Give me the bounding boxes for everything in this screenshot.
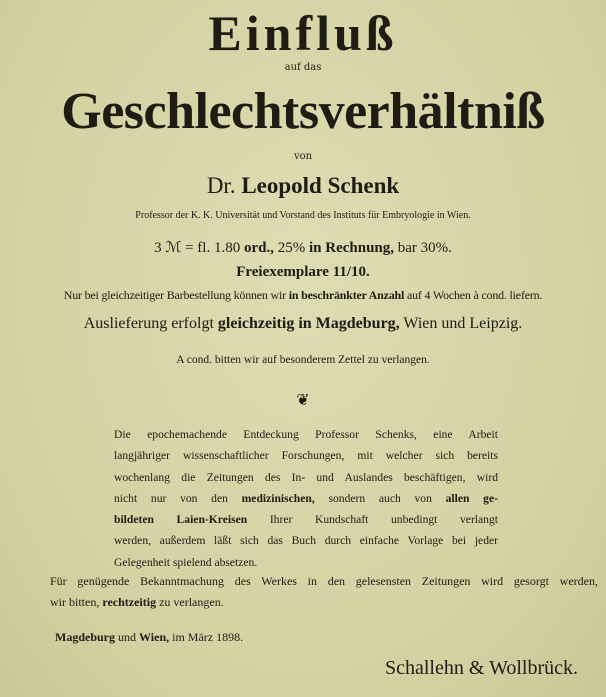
price-cash: bar 30%. <box>397 240 452 256</box>
connector: auf das <box>284 62 322 73</box>
emphasis: rechtzeitig <box>102 595 157 609</box>
text: nicht nur von den <box>114 491 228 505</box>
order-note-c: auf 4 Wochen à cond. liefern. <box>406 288 543 302</box>
dateline <box>55 630 243 645</box>
emphasis: medizinischen, <box>241 491 315 505</box>
price-discount: 25% <box>277 240 306 256</box>
delivery-a: Auslieferung erfolgt <box>83 315 214 332</box>
affiliation: Professor der K. K. Universität und Vorstand des Instituts für Embryologie in Wien. <box>135 210 471 221</box>
place: Wien, <box>139 630 170 644</box>
emphasis: bildeten Laien-Kreisen <box>114 513 248 527</box>
paragraph-line: Die epochemachende Entdeckung Professor Schenks, eine Arbeit <box>114 428 498 441</box>
paragraph-line <box>114 509 498 530</box>
paragraph-line: werden, außerdem läßt sich das Buch durch einfache Vorlage bei jeder <box>114 534 498 548</box>
order-note-a: Nur bei gleichzeitiger Barbestellung können wir <box>63 288 286 302</box>
price-terms: in Rechnung, <box>308 240 395 256</box>
text: Ihrer Kundschaft unbedingt verlangt <box>269 513 498 527</box>
text: zu verlangen. <box>159 595 224 609</box>
order-note-b: in beschränkter Anzahl <box>288 288 405 302</box>
price-value: 3 ℳ = fl. 1.80 <box>154 240 241 256</box>
price-ord: ord., <box>243 240 274 256</box>
delivery-c: Wien und Leipzig. <box>403 315 523 332</box>
by-line: von <box>293 151 313 162</box>
delivery-note <box>0 315 606 333</box>
cond-note: A cond. bitten wir auf besonderem Zettel zu verlangen. <box>176 354 430 366</box>
publisher-signature: Schallehn & Wollbrück. <box>385 657 578 679</box>
footer-line-2 <box>50 595 598 610</box>
ornament-icon: ❦ <box>296 390 310 409</box>
description-paragraph <box>114 424 498 573</box>
author-prefix: Dr. <box>206 173 236 198</box>
title: Einfluß <box>208 5 398 61</box>
author <box>0 173 606 199</box>
free-copies: Freiexemplare 11/10. <box>236 264 370 280</box>
paragraph-line: langjähriger wissenschaftlicher Forschungen, mit welcher sich bereits <box>114 449 498 463</box>
text: wir bitten, <box>50 595 100 609</box>
footer-line-1: Für genügende Bekanntmachung des Werkes in den gelesensten Zeitungen wird gesorgt werden, <box>50 574 598 588</box>
place: Magdeburg <box>55 630 115 644</box>
subject-title: Geschlechtsverhältniß <box>61 83 545 140</box>
author-name: Leopold Schenk <box>241 173 400 198</box>
emphasis: allen ge- <box>445 491 498 505</box>
price-line <box>0 238 606 257</box>
delivery-b: gleichzeitig in Magdeburg, <box>217 315 400 332</box>
text: sondern auch von <box>328 491 432 505</box>
text: und <box>118 630 136 644</box>
paragraph-line <box>114 488 498 509</box>
paragraph-line: Gelegenheit spielend absetzen. <box>114 555 258 569</box>
date: im März 1898. <box>172 630 244 644</box>
paragraph-line: wochenlang die Zeitungen des In- und Auslandes beschäftigen, wird <box>114 470 498 484</box>
order-note <box>0 288 606 303</box>
